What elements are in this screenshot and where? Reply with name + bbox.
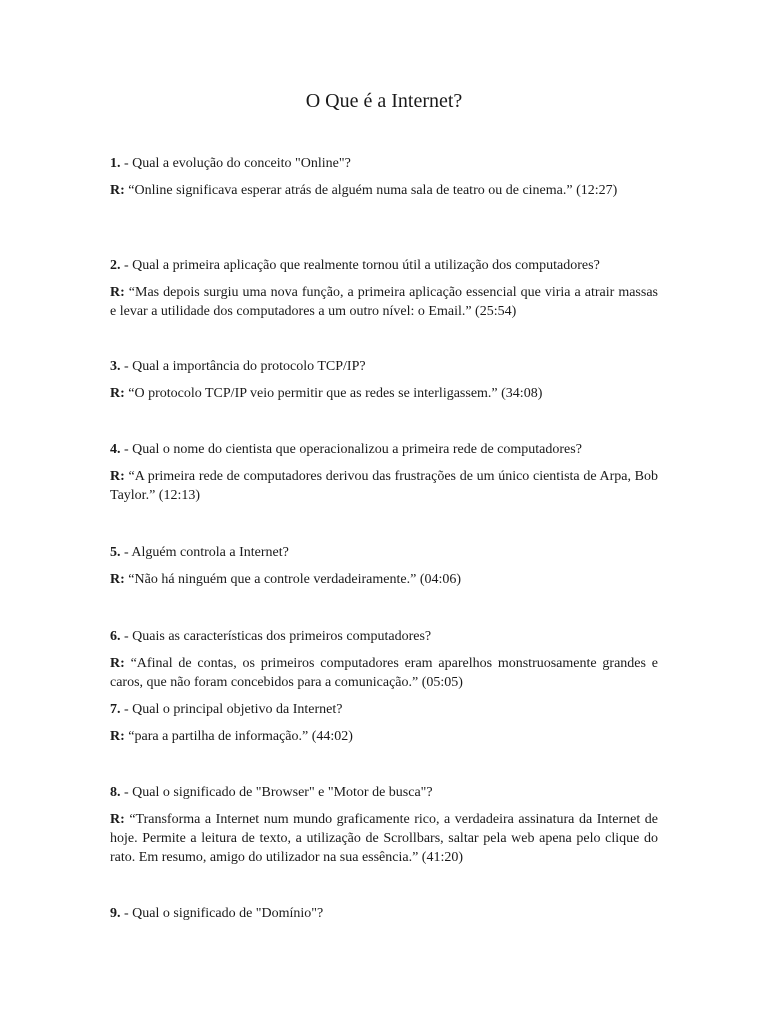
answer-text: “A primeira rede de computadores derivou das frustrações de um único cientista de Arpa, Bob Taylor.” (12:13) xyxy=(110,469,658,503)
question xyxy=(110,357,658,376)
question-number: 4. xyxy=(110,442,121,457)
answer-text: “Mas depois surgiu uma nova função, a primeira aplicação essencial que viria a atrair massas e levar a utilidade dos computadores a um outro nível: o Email.” (25:54) xyxy=(110,285,658,319)
question xyxy=(110,154,658,173)
question-number: 9. xyxy=(110,906,121,921)
answer-text: “Transforma a Internet num mundo graficamente rico, a verdadeira assinatura da Internet de hoje. Permite a leitura de texto, a utilização de Scrollbars, saltar pela web apena pelo clique do rato. Em resumo, amigo do utilizador na sua essência.” (41:20) xyxy=(110,812,658,865)
qa-item-7 xyxy=(110,700,658,746)
question-number: 1. xyxy=(110,156,121,171)
qa-item-1 xyxy=(110,154,658,200)
question-text: - Qual o significado de "Domínio"? xyxy=(120,906,324,921)
answer xyxy=(110,181,658,200)
answer-label: R: xyxy=(110,656,125,671)
answer-text: “Online significava esperar atrás de alguém numa sala de teatro ou de cinema.” (12:27) xyxy=(124,183,618,198)
question xyxy=(110,700,658,719)
question-text: - Qual o nome do cientista que operacionalizou a primeira rede de computadores? xyxy=(120,442,582,457)
question-text: - Qual a importância do protocolo TCP/IP? xyxy=(120,359,366,374)
answer-label: R: xyxy=(110,572,125,587)
question xyxy=(110,783,658,802)
question xyxy=(110,904,658,923)
page-title: O Que é a Internet? xyxy=(305,90,463,112)
question-number: 7. xyxy=(110,702,121,717)
answer-label: R: xyxy=(110,285,125,300)
question-text: - Quais as características dos primeiros computadores? xyxy=(120,629,432,644)
answer-label: R: xyxy=(110,183,125,198)
answer xyxy=(110,384,658,403)
qa-item-4 xyxy=(110,440,658,505)
question xyxy=(110,256,658,275)
qa-item-2 xyxy=(110,256,658,321)
answer-label: R: xyxy=(110,812,125,827)
answer-text: “O protocolo TCP/IP veio permitir que as redes se interligassem.” (34:08) xyxy=(124,386,543,401)
question-text: - Qual a primeira aplicação que realmente tornou útil a utilização dos computadores? xyxy=(120,258,600,273)
question-text: - Qual o principal objetivo da Internet? xyxy=(120,702,343,717)
question-text: - Qual o significado de "Browser" e "Motor de busca"? xyxy=(120,785,433,800)
answer xyxy=(110,283,658,321)
question xyxy=(110,543,658,562)
qa-item-5 xyxy=(110,543,658,589)
qa-item-3 xyxy=(110,357,658,403)
question-number: 2. xyxy=(110,258,121,273)
question-text: - Alguém controla a Internet? xyxy=(120,545,289,560)
answer-text: “Afinal de contas, os primeiros computadores eram aparelhos monstruosamente grandes e caros, que não foram concebidos para a comunicação.” (05:05) xyxy=(110,656,658,690)
question xyxy=(110,627,658,646)
question-number: 6. xyxy=(110,629,121,644)
qa-item-9 xyxy=(110,904,658,923)
answer-label: R: xyxy=(110,729,125,744)
qa-item-6 xyxy=(110,627,658,692)
question xyxy=(110,440,658,459)
question-number: 8. xyxy=(110,785,121,800)
question-text: - Qual a evolução do conceito "Online"? xyxy=(120,156,351,171)
question-number: 5. xyxy=(110,545,121,560)
answer-text: “Não há ninguém que a controle verdadeiramente.” (04:06) xyxy=(124,572,462,587)
qa-item-8 xyxy=(110,783,658,867)
question-number: 3. xyxy=(110,359,121,374)
answer-text: “para a partilha de informação.” (44:02) xyxy=(124,729,353,744)
answer xyxy=(110,810,658,867)
answer xyxy=(110,467,658,505)
answer-label: R: xyxy=(110,386,125,401)
answer xyxy=(110,654,658,692)
answer-label: R: xyxy=(110,469,125,484)
answer xyxy=(110,570,658,589)
answer xyxy=(110,727,658,746)
